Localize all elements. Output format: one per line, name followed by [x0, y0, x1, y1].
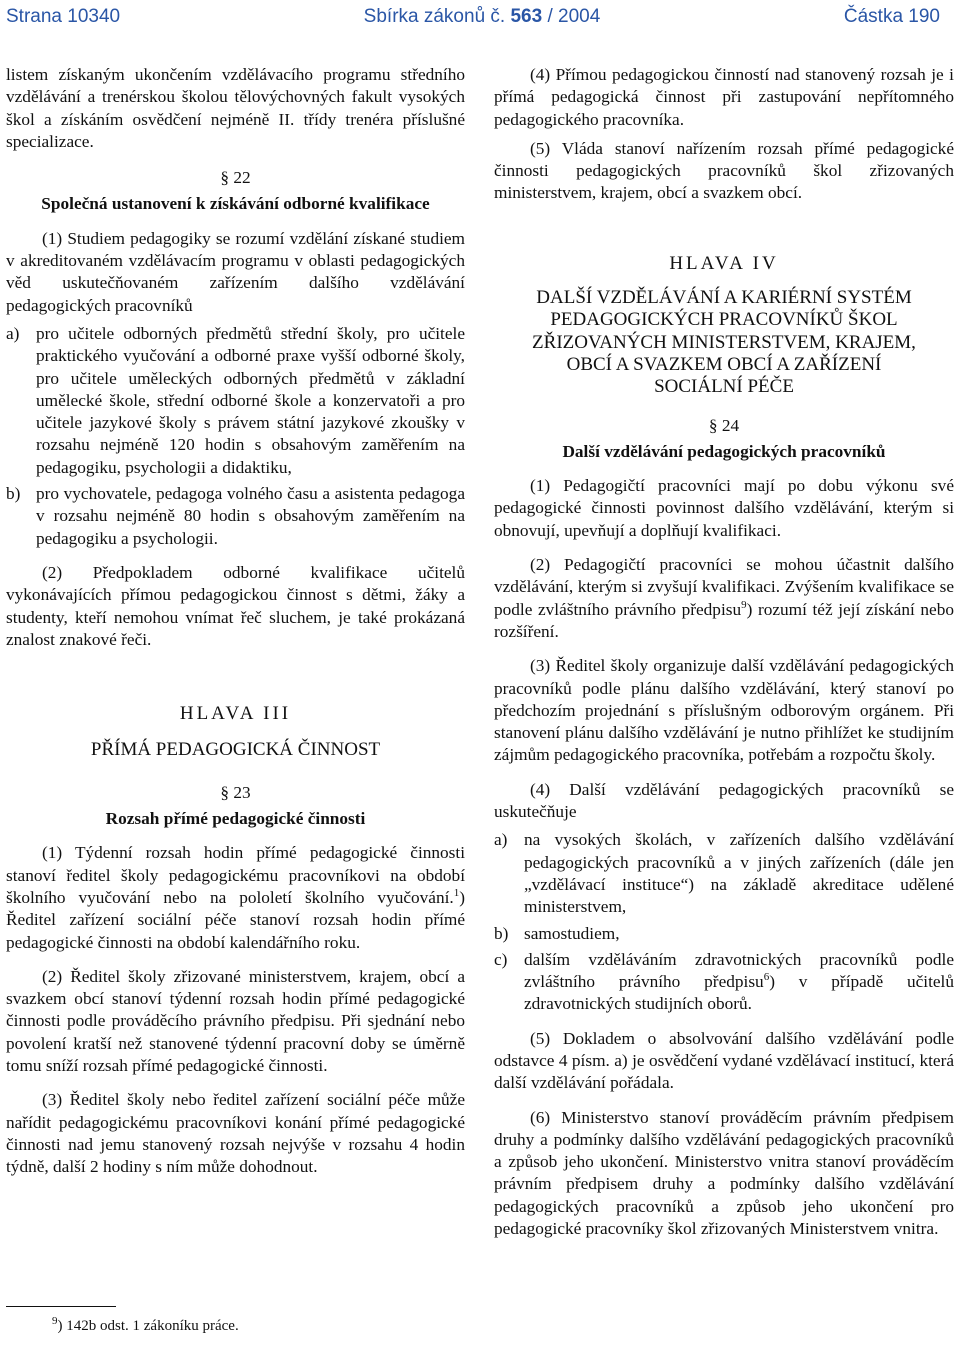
issue-year: / 2004	[547, 6, 601, 27]
section-23-title: Rozsah přímé pedagogické činnosti	[105, 809, 366, 829]
section-24-paragraph-2	[494, 554, 954, 643]
footnote-ref: 1	[453, 887, 460, 900]
footnote-divider	[6, 1306, 116, 1307]
paragraph-text: ) Ředitel zařízení sociální péče stanoví rozsah hodin přímé pedagogické činnosti na období kalendářního roku.	[6, 887, 465, 952]
left-column	[6, 64, 465, 1178]
chapter-3-title: PŘÍMÁ PEDAGOGICKÁ ČINNOST	[90, 739, 381, 761]
section-23-paragraph-3: (3) Ředitel školy nebo ředitel zařízení sociální péče může nařídit pedagogickému pracovníkovi konání přímé pedagogické činnosti nad jemu stanovený rozsah nejvýše v rozsahu 4 hodin týdně, další 2 hodiny s ním může dohodnout.	[6, 1090, 465, 1177]
list-item	[6, 323, 465, 479]
footnote	[52, 1315, 239, 1335]
list-item-label: a)	[494, 830, 508, 850]
chapter-4-title-line: SOCIÁLNÍ PÉČE	[654, 376, 794, 398]
chapter-4-label: HLAVA IV	[669, 252, 779, 274]
chapter-4-title-line: ZŘIZOVANÝCH MINISTERSTVEM, KRAJEM,	[532, 331, 916, 353]
section-23-paragraph-1	[6, 842, 465, 953]
chapter-4-title-line: DALŠÍ VZDĚLÁVÁNÍ A KARIÉRNÍ SYSTÉM	[536, 287, 912, 309]
section-24-paragraph-5: (5) Dokladem o absolvování dalšího vzdělávání podle odstavce 4 písm. a) je osvědčení vydané vzdělávací institucí, která další vzdělávání pořádala.	[494, 1028, 954, 1093]
section-22-title: Společná ustanovení k získávání odborné kvalifikace	[41, 194, 430, 214]
section-23-paragraph-4: (4) Přímou pedagogickou činností nad stanovený rozsah je i přímá pedagogická činnost při zastupování nepřítomného pedagogického pracovníka.	[494, 65, 954, 129]
chapter-3-label: HLAVA III	[179, 703, 292, 725]
section-22-list	[6, 323, 465, 550]
paragraph-text: (2) Pedagogičtí pracovníci se mohou účastnit dalšího vzdělávání, kterým si zvyšují kvalifikaci. Zvýšením kvalifikace se podle zvláštního právního předpisu	[494, 555, 954, 619]
section-22-paragraph-2: (2) Předpokladem odborné kvalifikace učitelů vykonávajících přímou pedagogickou činnost s dětmi, žáky a studenty, kteří nemohou vnímat řeč sluchem, je také prokázaná znalost znakové řeči.	[6, 562, 465, 649]
collection-number	[364, 6, 601, 28]
page-number: Strana 10340	[6, 6, 121, 27]
footnote-text: ) 142b odst. 1 zákoníku práce.	[57, 1318, 239, 1334]
section-24-title: Další vzdělávání pedagogických pracovníků	[562, 441, 886, 461]
section-23-paragraph-5: (5) Vláda stanoví nařízením rozsah přímé pedagogické činnosti pedagogických pracovníků škol zřizovaných ministerstvem, krajem, obcí a svazkem obcí.	[494, 138, 954, 203]
section-23-sign: § 23	[220, 782, 251, 802]
section-23-paragraph-2: (2) Ředitel školy zřizované ministerstvem, krajem, obcí a svazkem obcí stanoví týdenní rozsah hodin přímé pedagogické činnosti podle prováděcího právního předpisu. Při sjednání nebo povolení kratší než stanovené týdenní pracovní doby se úměrně tomu sníží rozsah přímé pedagogické činnosti.	[6, 966, 465, 1075]
section-24-sign: § 24	[708, 415, 740, 435]
section-24-paragraph-4: (4) Další vzdělávání pedagogických pracovníků se uskutečňuje	[494, 779, 954, 822]
page-header	[0, 0, 960, 34]
section-24-paragraph-1: (1) Pedagogičtí pracovníci mají po dobu výkonu své pedagogické činnosti povinnost dalšího vzdělávání, kterým si obnovují, upevňují a doplňují kvalifikaci.	[494, 476, 954, 540]
section-22-paragraph-1: (1) Studiem pedagogiky se rozumí vzdělání získané studiem v akreditovaném vzdělávacím programu v oblasti pedagogických věd uskutečňovaném zařízením dalšího vzdělávání pedagogických pracovníků	[6, 228, 465, 315]
footnote-ref: 6	[763, 971, 770, 984]
list-item-text: na vysokých školách, v zařízeních dalšího vzdělávání pedagogických pracovníků a v jiných zařízeních (dále jen „vzdělávací instituce“) na základě akreditace udělené ministerstvem,	[524, 830, 954, 917]
list-item-text: ) v případě učitelů zdravotnických studijních oborů.	[524, 972, 954, 1014]
journal-name: Sbírka zákonů č.	[363, 6, 506, 27]
section-24-list	[494, 829, 954, 1015]
part-number: Částka 190	[843, 6, 940, 27]
list-item	[494, 923, 954, 945]
intro-paragraph: listem získaným ukončením vzdělávacího programu středního vzdělávání a trenérskou školou tělovýchovných fakult vysokých škol a získáním osvědčení nejméně II. třídy trenéra příslušné specializace.	[6, 65, 465, 151]
section-24-paragraph-3: (3) Ředitel školy organizuje další vzdělávání pedagogických pracovníků podle plánu dalšího vzdělávání, který stanoví po předchozím projednání s příslušným odborovým orgánem. Při stanovení plánu dalšího vzdělávání je nutno přihlížet ke studijním zájmům pedagogického pracovníka, potřebám a rozpočtu školy.	[494, 656, 954, 765]
footnote-number: 9	[52, 1315, 58, 1327]
paragraph-text: ) rozumí též její získání nebo rozšíření.	[494, 599, 954, 641]
issue-number: 563	[510, 6, 543, 27]
section-24-paragraph-6: (6) Ministerstvo stanoví prováděcím právním předpisem druhy a podmínky dalšího vzdělávání pedagogických pracovníků a způsob jeho ukončení. Ministerstvo vnitra stanoví prováděcím právním předpisem druhy a podmínky dalšího vzdělávání pedagogických pracovníků a způsob jeho ukončení pro pedagogické pracovníky škol zřizovaných Ministerstvem vnitra.	[494, 1107, 954, 1239]
chapter-4-title-line: OBCÍ A SVAZKEM OBCÍ A ZAŘÍZENÍ	[566, 353, 882, 375]
list-item-label: a)	[6, 323, 20, 343]
list-item	[494, 949, 954, 1016]
section-22-sign: § 22	[220, 168, 251, 188]
right-column	[494, 64, 954, 1240]
chapter-4-title-line: PEDAGOGICKÝCH PRACOVNÍKŮ ŠKOL	[550, 309, 898, 331]
list-item-text: pro učitele odborných předmětů střední školy, pro učitele praktického vyučování a odborné praxe vyšší odborné školy, pro učitele uměleckých odborných předmětů v základní umělecké škole, střední odborné škole a konzervatoři a pro učitele jazykové školy s právem státní jazykové zkoušky v rozsahu nejméně 120 hodin s obsahovým zaměřením na pedagogiku, psychologii a didaktiku,	[36, 323, 465, 477]
list-item	[494, 829, 954, 918]
list-item-label: c)	[494, 949, 508, 969]
list-item-label: b)	[494, 923, 509, 943]
paragraph-text: (1) Týdenní rozsah hodin přímé pedagogické činnosti stanoví ředitel školy pedagogickému pracovníkovi na období školního vyučování nebo na pololetí školního vyučování.	[6, 843, 465, 907]
list-item-label: b)	[6, 484, 21, 504]
list-item-text: dalším vzděláváním zdravotnických pracovníků podle zvláštního právního předpisu	[524, 949, 954, 992]
list-item-text: samostudiem,	[524, 923, 620, 943]
list-item-text: pro vychovatele, pedagoga volného času a asistenta pedagoga v rozsahu nejméně 80 hodin s obsahovým zaměřením na pedagogiku a psychologii.	[36, 484, 465, 548]
footnote-ref: 9	[741, 598, 747, 611]
chapter-4-title	[494, 287, 954, 398]
list-item	[6, 483, 465, 550]
